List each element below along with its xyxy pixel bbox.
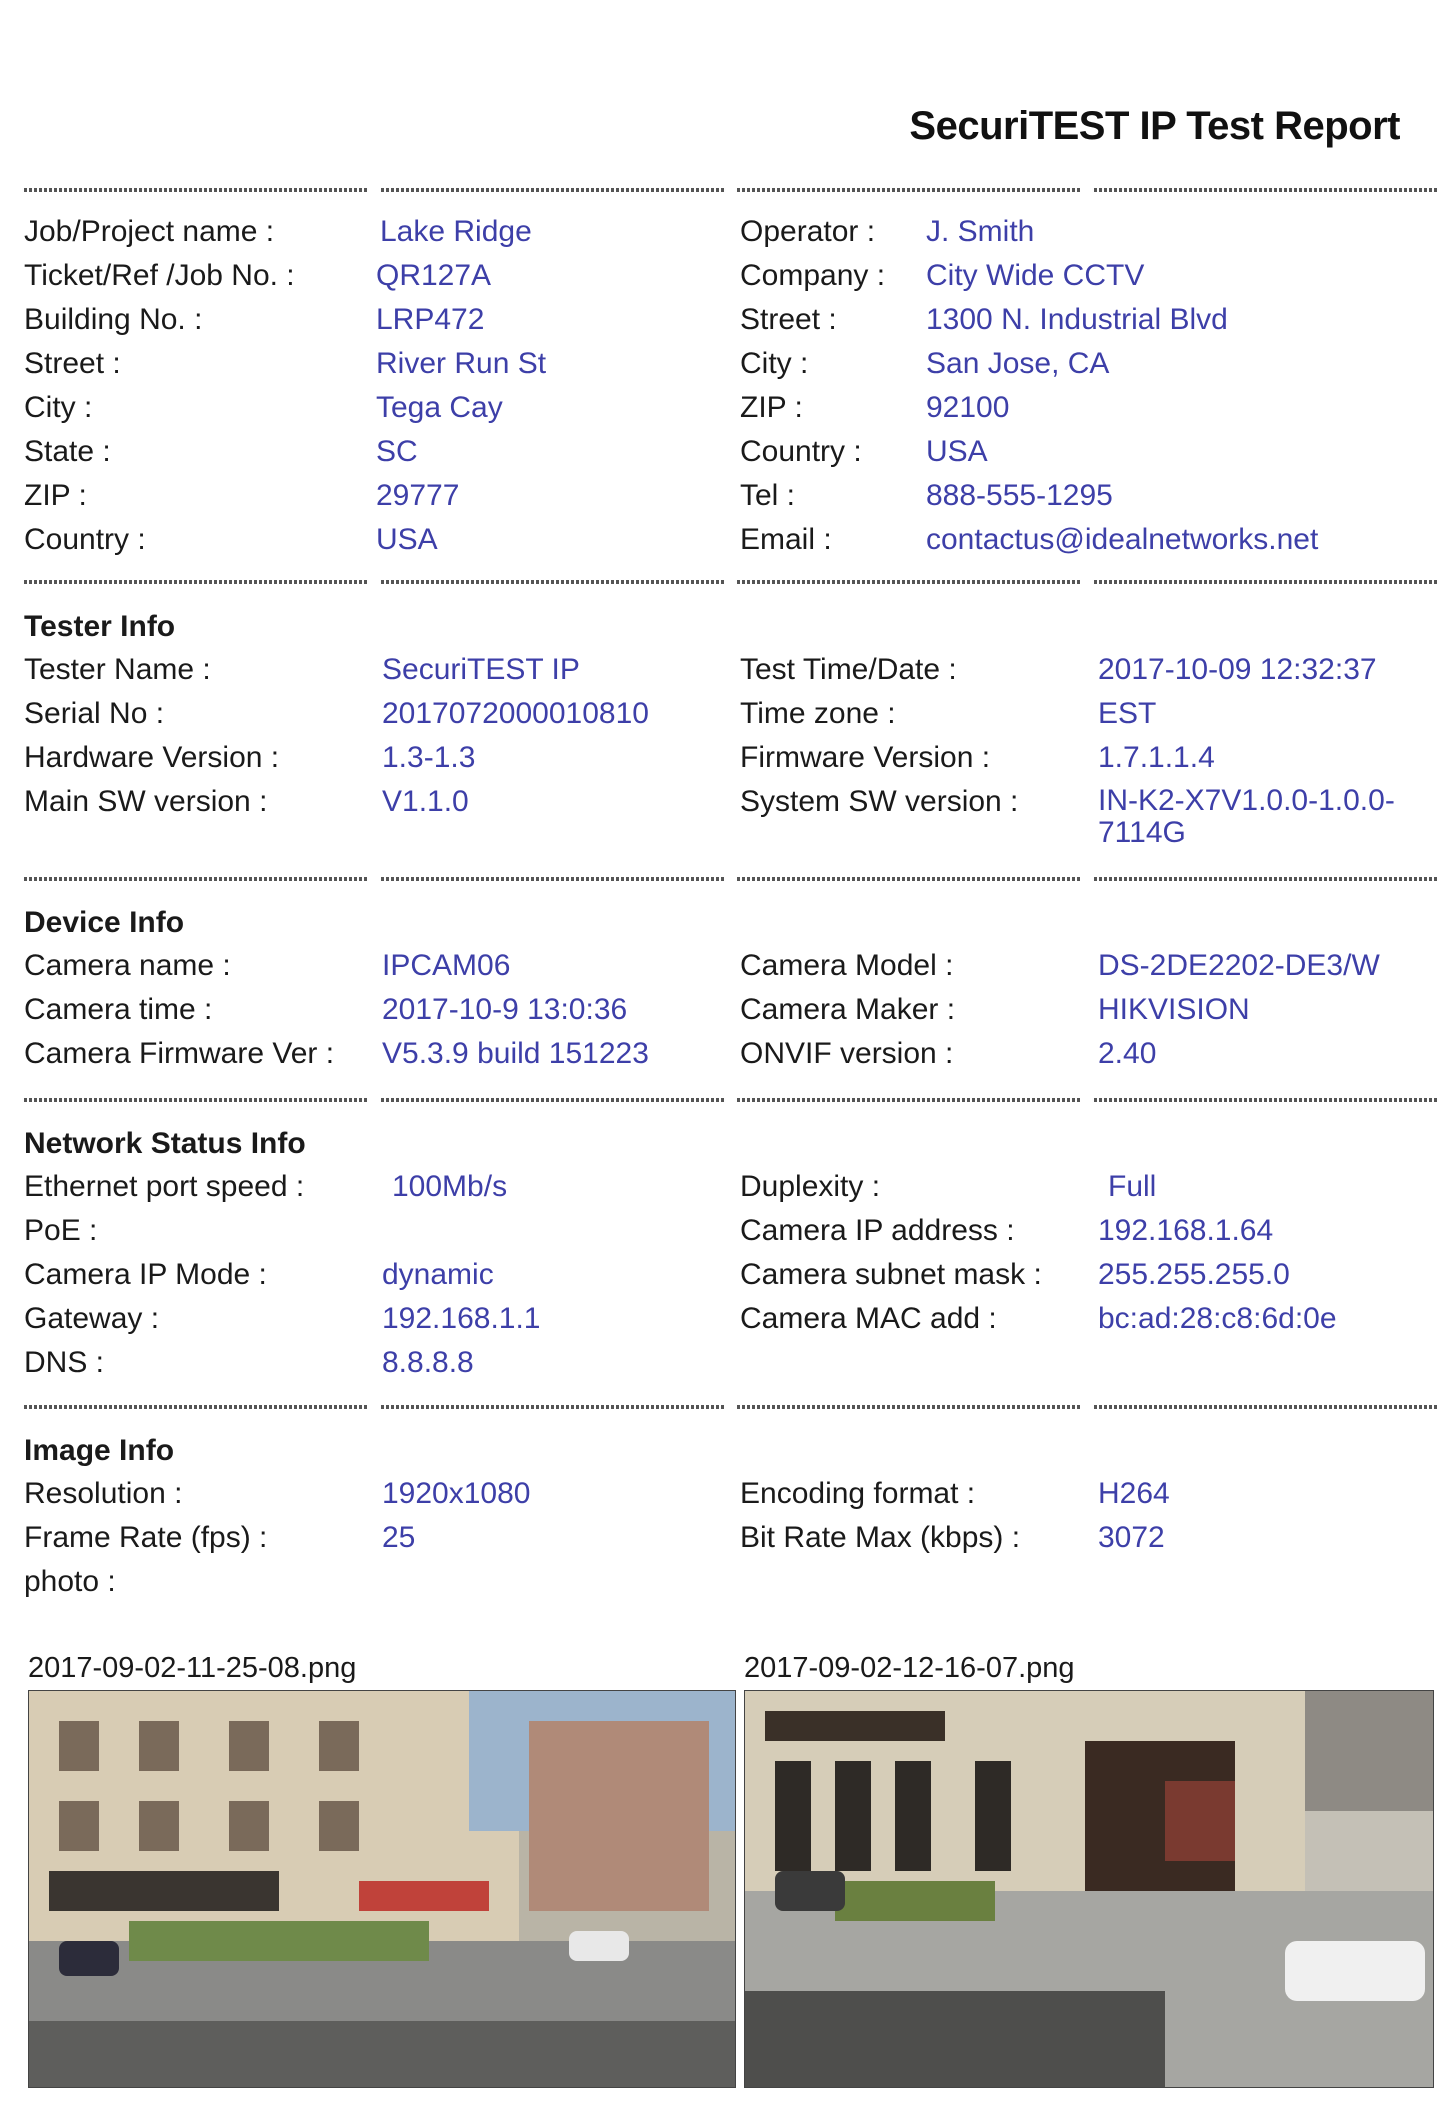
info-row [0,303,1440,347]
photo-filename: 2017-09-02-12-16-07.png [744,1652,1075,1684]
section-title: Image Info [24,1434,175,1467]
field-value: 2.40 [1098,1037,1157,1070]
field-value: Full [1108,1170,1157,1203]
field-value: River Run St [376,347,547,380]
field-label: Ticket/Ref /Job No. : [24,259,295,292]
field-value: V1.1.0 [382,785,469,818]
field-value: LRP472 [376,303,485,336]
info-row [0,391,1440,435]
field-value: HIKVISION [1098,993,1250,1026]
info-row [0,1346,1440,1390]
info-row [0,949,1440,993]
camera-snapshot [28,1690,736,2088]
info-row [0,1521,1440,1565]
field-value: 192.168.1.1 [382,1302,541,1335]
field-label: photo : [24,1565,116,1598]
info-row [0,1258,1440,1302]
field-label: State : [24,435,111,468]
info-row [0,1037,1440,1081]
field-value: 2017-10-9 13:0:36 [382,993,628,1026]
section-title: Network Status Info [24,1127,306,1160]
field-value: EST [1098,697,1157,730]
field-value: 2017-10-09 12:32:37 [1098,653,1377,686]
info-row [0,1214,1440,1258]
field-value: San Jose, CA [926,347,1110,380]
info-row [0,1565,1440,1609]
info-row [0,1302,1440,1346]
field-value: IN-K2-X7V1.0.0-1.0.0-7114G [1098,784,1395,849]
field-label: Camera Firmware Ver : [24,1037,335,1070]
field-value: DS-2DE2202-DE3/W [1098,949,1380,982]
field-label: Building No. : [24,303,203,336]
field-value: V5.3.9 build 151223 [382,1037,649,1070]
field-label: Street : [740,303,837,336]
divider [24,580,1438,584]
camera-snapshot [744,1690,1434,2088]
section-title: Tester Info [24,610,176,643]
info-row [0,215,1440,259]
field-label: Camera MAC add : [740,1302,997,1335]
field-value: 1920x1080 [382,1477,531,1510]
field-label: Firmware Version : [740,741,991,774]
info-row [0,1170,1440,1214]
field-label: DNS : [24,1346,105,1379]
field-value: 8.8.8.8 [382,1346,474,1379]
field-label: Main SW version : [24,785,268,818]
field-label: City : [740,347,809,380]
field-label: Test Time/Date : [740,653,957,686]
field-value: QR127A [376,259,492,292]
field-label: Street : [24,347,121,380]
field-label: Camera subnet mask : [740,1258,1042,1291]
field-value: H264 [1098,1477,1170,1510]
section-title: Device Info [24,906,185,939]
info-row [0,993,1440,1037]
field-label: Hardware Version : [24,741,280,774]
info-row [0,784,1440,849]
field-label: Bit Rate Max (kbps) : [740,1521,1021,1554]
field-value: 100Mb/s [392,1170,508,1203]
field-label: Camera IP address : [740,1214,1015,1247]
field-label: ONVIF version : [740,1037,954,1070]
divider [24,188,1438,192]
divider [24,877,1438,881]
field-label: Country : [24,523,146,556]
field-label: Resolution : [24,1477,183,1510]
field-value: bc:ad:28:c8:6d:0e [1098,1302,1337,1335]
field-label: Country : [740,435,862,468]
field-value: City Wide CCTV [926,259,1145,292]
info-row [0,697,1440,741]
field-value: dynamic [382,1258,494,1291]
field-label: City : [24,391,93,424]
field-label: Camera Maker : [740,993,956,1026]
info-row [0,479,1440,523]
field-label: PoE : [24,1214,98,1247]
divider [24,1098,1438,1102]
field-label: System SW version : [740,785,1019,818]
field-label: Camera Model : [740,949,954,982]
field-value: 255.255.255.0 [1098,1258,1290,1291]
info-row [0,1477,1440,1521]
field-value: IPCAM06 [382,949,511,982]
field-label: Operator : [740,215,876,248]
field-value: 1.7.1.1.4 [1098,741,1215,774]
field-label: Email : [740,523,832,556]
field-value: USA [926,435,988,468]
field-label: Camera IP Mode : [24,1258,267,1291]
field-value: 1.3-1.3 [382,741,476,774]
info-row [0,259,1440,303]
field-label: Serial No : [24,697,165,730]
field-value: Tega Cay [376,391,503,424]
field-label: Encoding format : [740,1477,976,1510]
field-value: USA [376,523,438,556]
divider [24,1405,1438,1409]
field-value: 888-555-1295 [926,479,1113,512]
field-label: ZIP : [24,479,87,512]
field-value: 192.168.1.64 [1098,1214,1274,1247]
field-label: Time zone : [740,697,896,730]
info-row [0,523,1440,567]
field-label: Job/Project name : [24,215,275,248]
field-label: Duplexity : [740,1170,881,1203]
field-value: 29777 [376,479,460,512]
field-label: Tester Name : [24,653,211,686]
field-value: 92100 [926,391,1010,424]
info-row [0,347,1440,391]
field-value: Lake Ridge [380,215,532,248]
field-label: Camera time : [24,993,213,1026]
info-row [0,741,1440,785]
field-label: Ethernet port speed : [24,1170,305,1203]
field-value: contactus@idealnetworks.net [926,523,1319,556]
photo-filename: 2017-09-02-11-25-08.png [28,1652,357,1684]
field-label: Company : [740,259,886,292]
field-value: 3072 [1098,1521,1165,1554]
field-value: SC [376,435,418,468]
field-label: Gateway : [24,1302,160,1335]
field-label: Frame Rate (fps) : [24,1521,268,1554]
field-value: 1300 N. Industrial Blvd [926,303,1228,336]
field-value: 2017072000010810 [382,697,649,730]
info-row [0,653,1440,697]
field-value: 25 [382,1521,416,1554]
field-label: Tel : [740,479,796,512]
field-label: Camera name : [24,949,231,982]
field-value: SecuriTEST IP [382,653,580,686]
field-label: ZIP : [740,391,803,424]
info-row [0,435,1440,479]
field-value: J. Smith [926,215,1035,248]
report-title: SecuriTEST IP Test Report [909,104,1400,148]
